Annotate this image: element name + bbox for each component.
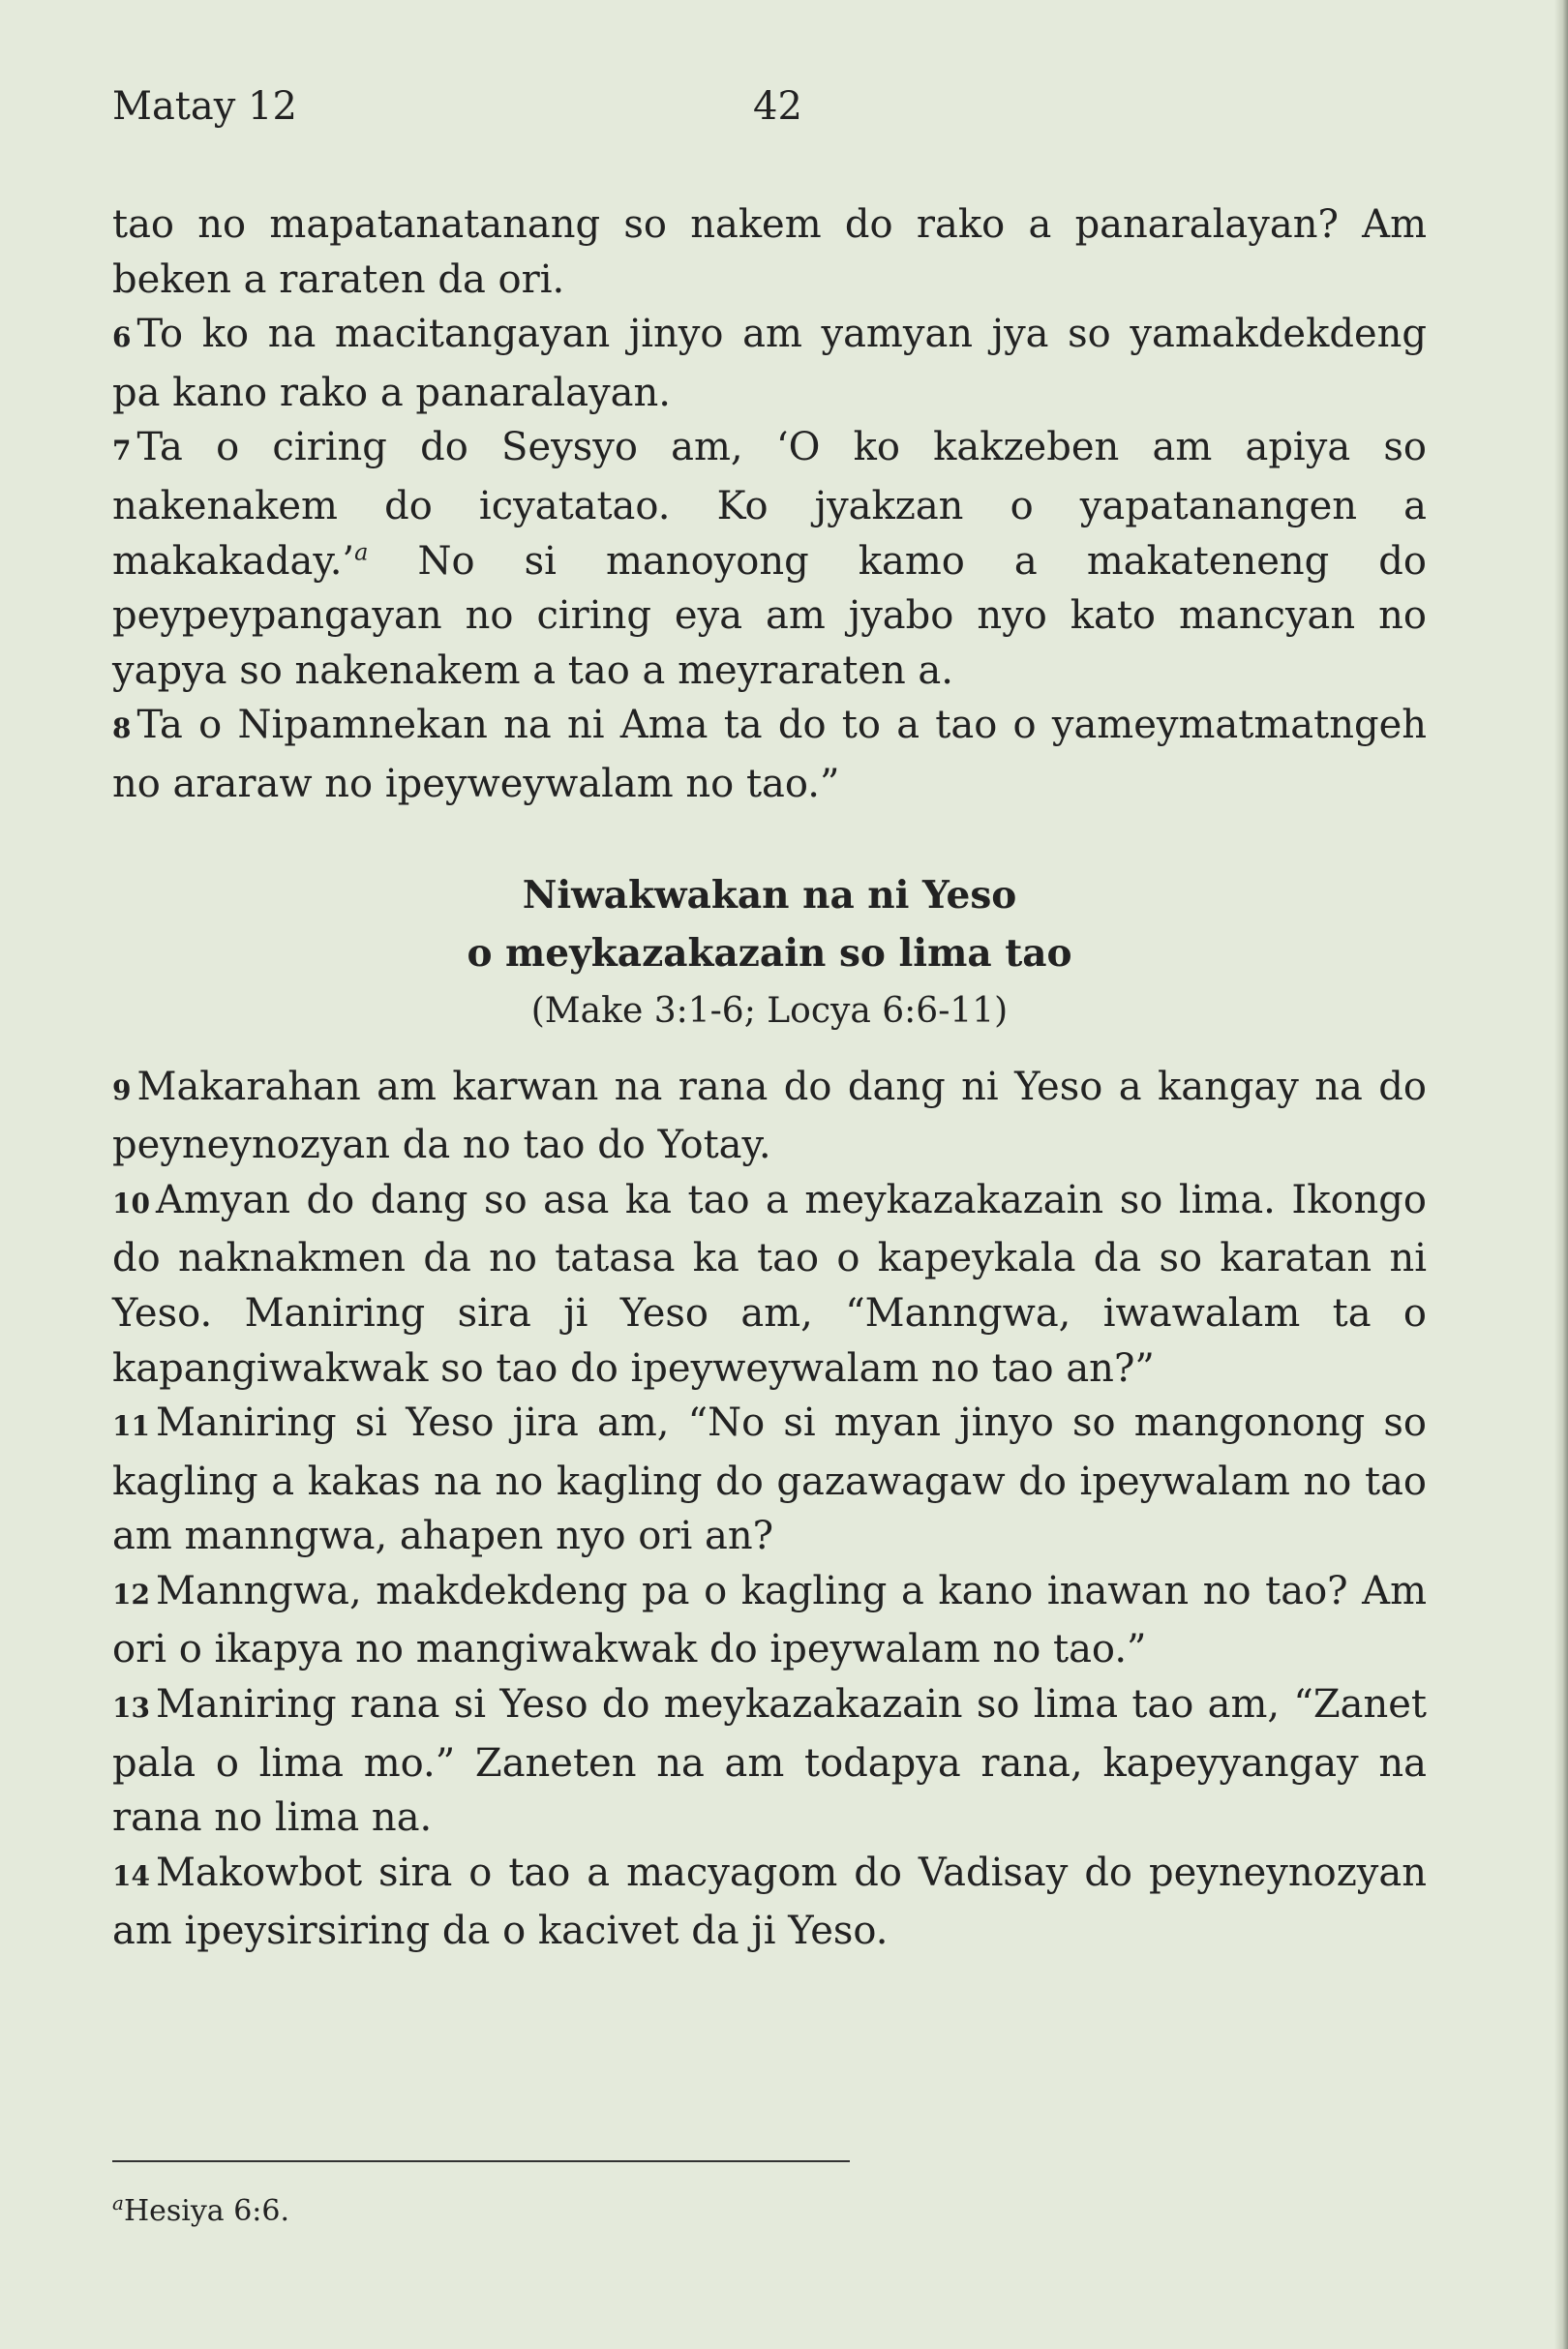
verse-text: Maniring rana si Yeso do meykazakazain so lima tao am, “Zanet pala o lima mo.” Zaneten na am todapya rana, kapeyyangay na rana no lima na.: [112, 1682, 1427, 1841]
section-title-line-1: Niwakwakan na ni Yeso: [522, 872, 1017, 918]
verse-10: [112, 1173, 1427, 1396]
verse-9: [112, 1060, 1427, 1173]
verse-text: No si manoyong kamo a makateneng do peypeypangayan no ciring eya am jyabo nyo kato mancyan no yapya so nakenakem a tao a meyraraten a.: [112, 538, 1427, 693]
footnote: [112, 2183, 289, 2231]
continuation-paragraph: tao no mapatanatanang so nakem do rako a panaralayan? Am beken a raraten da ori.: [112, 202, 1427, 302]
verse-14: [112, 1846, 1427, 1959]
footnote-mark: a: [112, 2191, 124, 2214]
verse-number: 12: [112, 1578, 150, 1611]
scripture-text: [112, 197, 1427, 1959]
parallel-references: (Make 3:1-6; Locya 6:6-11): [530, 990, 1009, 1031]
verse-number: 9: [112, 1073, 132, 1106]
verse-12: [112, 1564, 1427, 1677]
verse-number: 10: [112, 1187, 150, 1220]
verse-number: 11: [112, 1410, 150, 1443]
footnote-ref[interactable]: a: [354, 538, 369, 566]
footnote-divider: [112, 2160, 850, 2162]
verse-6: [112, 307, 1427, 420]
verse-11: [112, 1396, 1427, 1564]
verse-text: To ko na macitangayan jinyo am yamyan jya so yamakdekdeng pa kano rako a panaralayan.: [112, 312, 1427, 415]
verse-number: 6: [112, 321, 132, 354]
verse-text: Ta o ciring do Seysyo am, ‘O ko kakzeben am apiya so nakenakem do icyatatao. Ko jyakzan o yapatanangen a makakaday.’: [112, 425, 1427, 584]
verse-number: 7: [112, 435, 132, 467]
page-number: 42: [753, 84, 802, 129]
section-heading: [112, 866, 1427, 1040]
verse-number: 8: [112, 712, 132, 745]
verse-text: Makarahan am karwan na rana do dang ni Yeso a kangay na do peyneynozyan da no tao do Yotay.: [112, 1064, 1427, 1168]
verse-13: [112, 1677, 1427, 1846]
running-header: [112, 77, 1429, 136]
verse-number: 13: [112, 1692, 150, 1725]
verse-8: [112, 698, 1427, 811]
section-title-line-2: o meykazakazain so lima tao: [467, 930, 1072, 976]
verse-text: Manngwa, makdekdeng pa o kagling a kano inawan no tao? Am ori o ikapya no mangiwakwak do ipeywalam no tao.”: [112, 1568, 1427, 1672]
verse-text: Ta o Nipamnekan na ni Ama ta do to a tao o yameymatmatngeh no araraw no ipeyweywalam no tao.”: [112, 703, 1427, 806]
verse-text: Makowbot sira o tao a macyagom do Vadisay do peyneynozyan am ipeysirsiring da o kacivet da ji Yeso.: [112, 1850, 1427, 1954]
footnote-text: Hesiya 6:6.: [123, 2194, 290, 2228]
verse-text: Amyan do dang so asa ka tao a meykazakazain so lima. Ikongo do naknakmen da no tatasa ka tao o kapeykala da so karatan ni Yeso. Maniring sira ji Yeso am, “Manngwa, iwawalam ta o kapangiwakwak so tao do ipeyweywalam no tao an?”: [112, 1177, 1427, 1391]
verse-number: 14: [112, 1859, 150, 1892]
verse-text: Maniring si Yeso jira am, “No si myan jinyo so mangonong so kagling a kakas na no kagling do gazawagaw do ipeywalam no tao am manngwa, ahapen nyo ori an?: [112, 1400, 1427, 1559]
header-reference: Matay 12: [112, 84, 297, 129]
page-edge: [1554, 0, 1568, 2349]
verse-7: [112, 420, 1427, 698]
